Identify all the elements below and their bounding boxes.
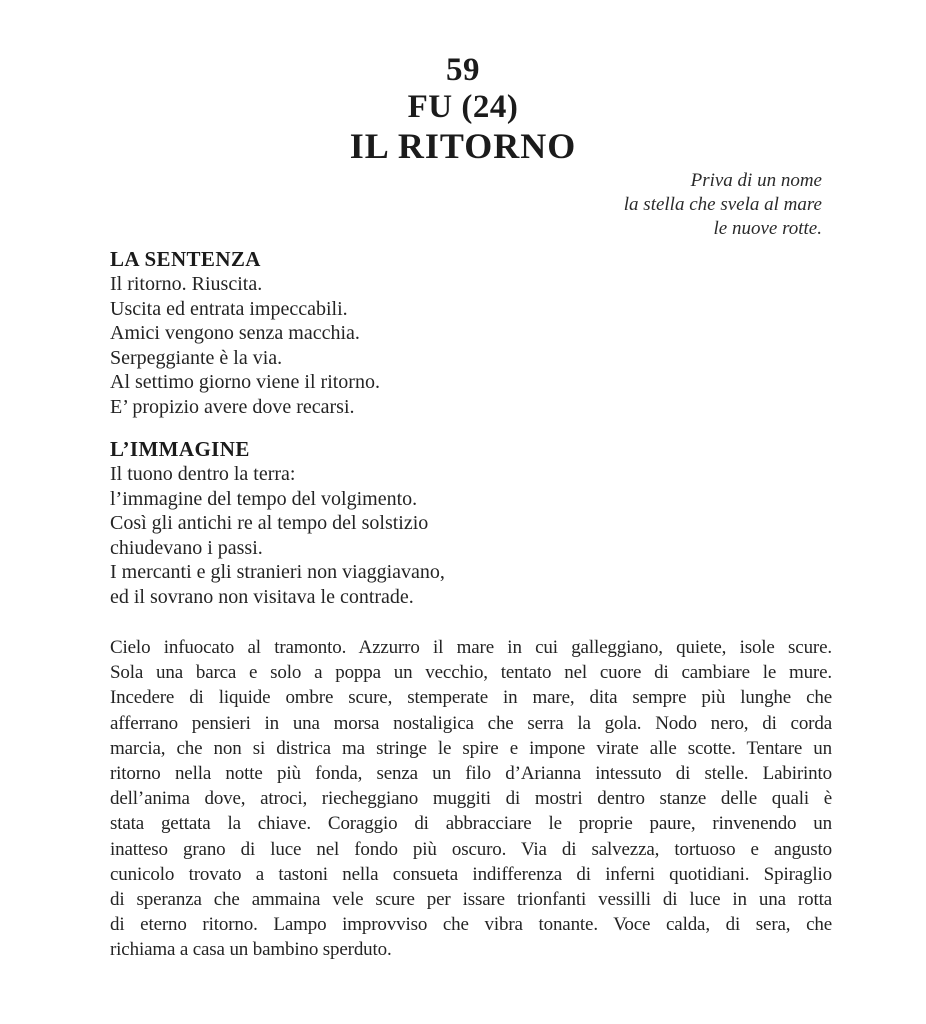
title-block xyxy=(102,52,824,167)
commentary-paragraph xyxy=(110,635,832,963)
text-line: la stella che svela al mare xyxy=(623,194,822,215)
sentenza-heading: LA SENTENZA xyxy=(110,247,261,271)
text-line: l’immagine del tempo del volgimento. xyxy=(110,487,418,510)
page-number: 59 xyxy=(446,52,480,88)
text-line: inatteso grano di luce nel fondo più oscuro. Via di salvezza, tortuoso e angusto xyxy=(110,838,832,860)
text-line: cunicolo trovato a tastoni nella consueta indifferenza di inferni quotidiani. Spiraglio xyxy=(110,863,832,885)
section-sentenza xyxy=(110,247,832,419)
text-line: ed il sovrano non visitava le contrade. xyxy=(110,585,414,608)
text-line: Incedere di liquide ombre scure, stemperate in mare, dita sempre più lunghe che xyxy=(110,687,832,709)
text-line: chiudevano i passi. xyxy=(110,536,263,559)
immagine-heading: L’IMMAGINE xyxy=(110,437,250,461)
text-line: Al settimo giorno viene il ritorno. xyxy=(110,371,380,393)
text-line: di speranza che ammaina vele scure per issare trionfanti vessilli di luce in una rotta xyxy=(110,889,832,911)
text-line: Sola una barca e solo a poppa un vecchio, tentato nel cuore di cambiare le mure. xyxy=(110,662,832,684)
text-line: le nuove rotte. xyxy=(713,218,822,239)
text-line: marcia, che non si districa ma stringe le spire e impone virate alle scotte. Tentare un xyxy=(110,737,832,759)
section-immagine xyxy=(110,437,832,609)
text-line: Il tuono dentro la terra: xyxy=(110,463,296,485)
text-line: richiama a casa un bambino sperduto. xyxy=(110,939,392,961)
sentenza-verse xyxy=(110,272,832,419)
text-line: di eterno ritorno. Lampo improvviso che vibra tonante. Voce calda, di sera, che xyxy=(110,914,832,936)
text-line: afferrano pensieri in una morsa nostaligica che serra la gola. Nodo nero, di corda xyxy=(110,712,832,734)
epigraph xyxy=(110,169,822,241)
text-line: Amici vengono senza macchia. xyxy=(110,322,360,344)
text-line: Serpeggiante è la via. xyxy=(110,346,283,369)
text-line: ritorno nella notte più fonda, senza un filo d’Arianna intessuto di stelle. Labirinto xyxy=(110,763,832,785)
text-line: Priva di un nome xyxy=(690,170,822,191)
text-line: I mercanti e gli stranieri non viaggiavano, xyxy=(110,561,445,583)
text-line: Il ritorno. Riuscita. xyxy=(110,273,263,295)
chapter-title: IL RITORNO xyxy=(349,126,577,166)
text-line: Così gli antichi re al tempo del solstizio xyxy=(110,512,429,534)
text-line: E’ propizio avere dove recarsi. xyxy=(110,395,355,418)
text-line: Uscita ed entrata impeccabili. xyxy=(110,297,348,320)
text-line: stata gettata la chiave. Coraggio di abbracciare le proprie paure, rinvenendo un xyxy=(110,813,832,835)
text-line: Cielo infuocato al tramonto. Azzurro il mare in cui galleggiano, quiete, isole scure. xyxy=(110,637,832,658)
immagine-verse xyxy=(110,462,832,609)
hexagram-label: FU (24) xyxy=(407,89,519,125)
text-line: dell’anima dove, atroci, riecheggiano muggiti di mostri dentro stanze delle quali è xyxy=(110,788,832,810)
